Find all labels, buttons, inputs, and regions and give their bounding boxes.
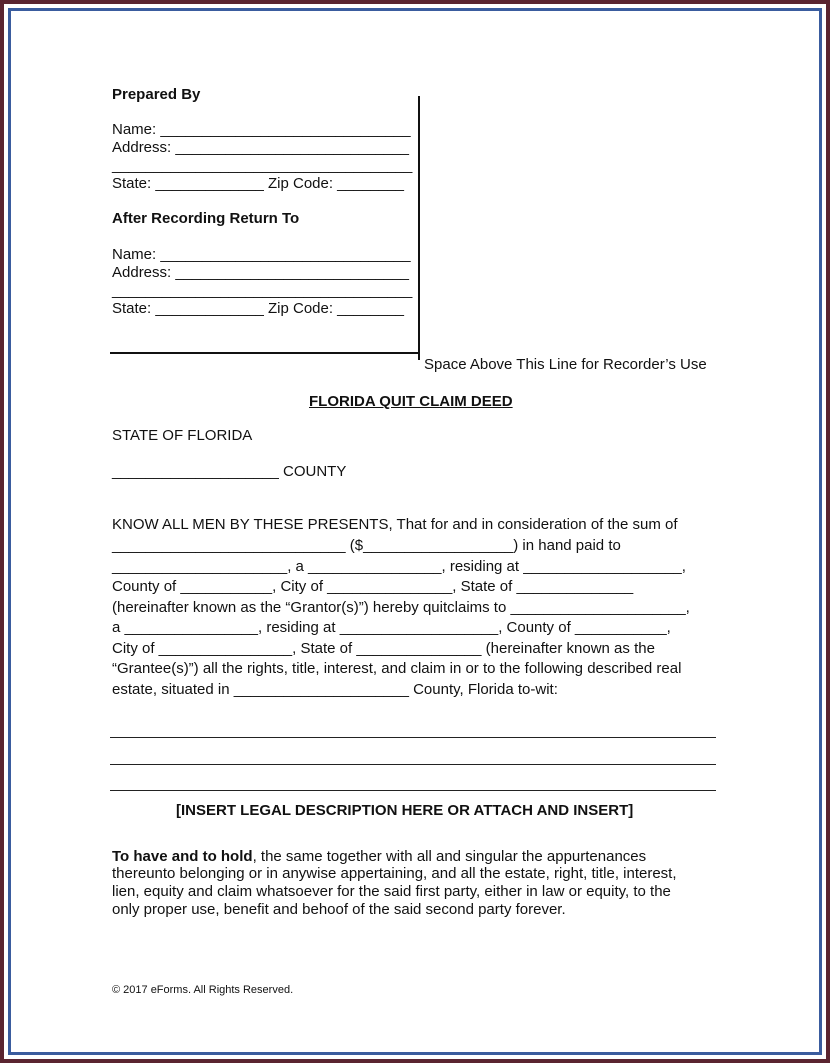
legal-description-line <box>110 764 716 765</box>
return-to-address-line: Address: ____________________________ <box>112 264 409 281</box>
body-line: County of ___________, City of _______________, State of ______________ <box>112 578 634 595</box>
habendum-lead: To have and to hold <box>112 848 253 865</box>
body-line: estate, situated in _____________________ County, Florida to-wit: <box>112 681 558 698</box>
body-line: a ________________, residing at ___________________, County of ___________, <box>112 619 671 636</box>
copyright-footer: © 2017 eForms. All Rights Reserved. <box>112 984 294 996</box>
legal-description-line <box>110 790 716 791</box>
return-to-state-zip-line: State: _____________ Zip Code: ________ <box>112 300 404 317</box>
habendum-line: lien, equity and claim whatsoever for the said first party, either in law or equity, to the <box>112 883 671 900</box>
legal-description-line <box>110 737 716 738</box>
habendum-line: thereunto belonging or in anywise appertaining, and all the estate, right, title, interest, <box>112 865 677 882</box>
recorder-note: Space Above This Line for Recorder’s Use <box>424 356 707 373</box>
prepared-by-blank-line: ____________________________________ <box>112 157 413 174</box>
habendum-line <box>112 849 646 864</box>
county-line: ____________________ COUNTY <box>112 463 347 480</box>
body-line: ____________________________ ($__________________) in hand paid to <box>112 537 621 554</box>
habendum-line-rest: , the same together with all and singular the appurtenances <box>252 848 647 865</box>
return-to-name-line: Name: ______________________________ <box>112 246 411 263</box>
state-line: STATE OF FLORIDA <box>112 427 253 444</box>
prepared-by-address-line: Address: ____________________________ <box>112 139 409 156</box>
prepared-by-state-zip-line: State: _____________ Zip Code: ________ <box>112 175 404 192</box>
body-line: _____________________, a ________________, residing at ___________________, <box>112 558 686 575</box>
body-line: KNOW ALL MEN BY THESE PRESENTS, That for and in consideration of the sum of <box>112 516 678 533</box>
return-to-blank-line: ____________________________________ <box>112 282 413 299</box>
body-line: City of ________________, State of _______________ (hereinafter known as the <box>112 640 655 657</box>
habendum-line: only proper use, benefit and behoof of the said second party forever. <box>112 901 566 918</box>
recorder-horizontal-divider <box>110 352 419 354</box>
body-line: “Grantee(s)”) all the rights, title, interest, and claim in or to the following described real <box>112 660 682 677</box>
return-to-heading: After Recording Return To <box>112 210 300 227</box>
recorder-vertical-divider <box>418 96 420 360</box>
document-title: FLORIDA QUIT CLAIM DEED <box>309 393 513 410</box>
legal-description-placeholder: [INSERT LEGAL DESCRIPTION HERE OR ATTACH AND INSERT] <box>176 802 634 819</box>
prepared-by-heading: Prepared By <box>112 86 201 103</box>
body-line: (hereinafter known as the “Grantor(s)”) hereby quitclaims to _____________________, <box>112 599 690 616</box>
prepared-by-name-line: Name: ______________________________ <box>112 121 411 138</box>
